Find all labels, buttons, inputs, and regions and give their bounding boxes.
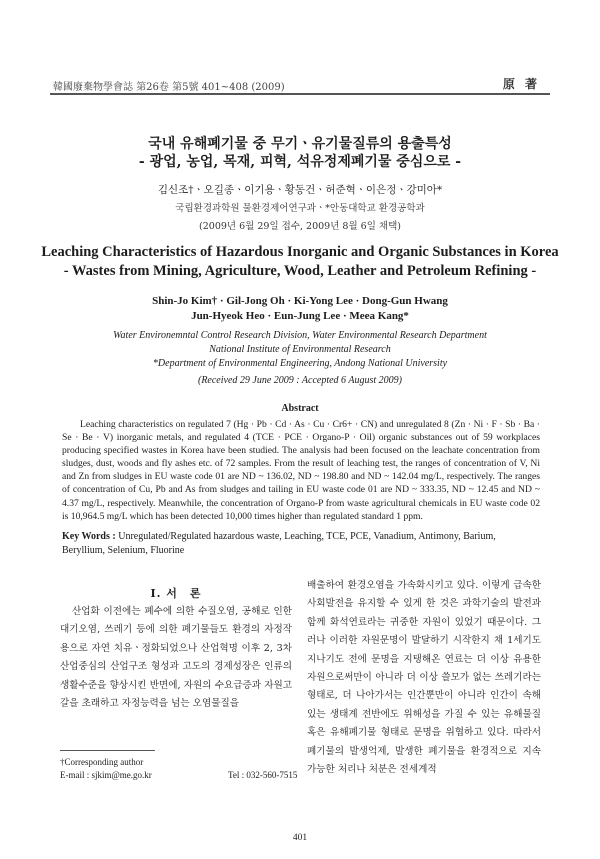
header-rule — [50, 93, 550, 95]
keywords — [62, 530, 540, 557]
english-affiliation-line2: National Institute of Environmental Research — [209, 344, 391, 355]
english-title: Leaching Characteristics of Hazardous Inorganic and Organic Substances in Korea — [41, 244, 559, 260]
section-label: 原 著 — [502, 77, 540, 91]
introduction-right-column: 배출하여 환경오염을 가속화시키고 있다. 이렇게 급속한 사회발전을 유지할 수 있게 한 것은 과학기술의 발전과 함께 화석연료라는 귀중한 자원이 있었기 때문이다. 그러나 이러한 자원문명이 발달하기 시작한지 채 1세기도 지나기도 전에 문명을 지탱해온 연료는 더 이상 유용한 자원으로써만이 아니라 더 이상 쓸모가 없는 쓰레기라는 형태로, 더 나아가서는 인간뿐만이 아니라 인간이 속해있는 생태계 전반에도 위해성을 가질 수 있는 유해물질 혹은 유해폐기물 형태로 문명을 위협하고 있다. 따라서 폐기물의 발생억제, 발생한 폐기물을 환경적으로 지속 가능한 처리나 처분은 전세계적 — [307, 580, 541, 776]
abstract-body: Leaching characteristics on regulated 7 (Hg · Pb · Cd · As · Cu · Cr6+ · CN) and unregulated 8 (Zn · Ni · F · Sb · Ba · Se · Be · V) inorganic metals, and regulated 4 (TCE · PCE · Organo-P · Oil) organic substances out of 59 workplaces producing specified wastes in Korea have been studied. The analysis had been focused on the leachate concentration from sludges, dust, woods and fly ashes etc. of 72 samples. From the result of leaching test, the ranges of concentration of V, Ni and Zn from sludges in EU waste code 01 are ND ~ 136.02, ND ~ 198.80 and ND ~ 142.04 mg/L, respectively. The ranges of concentration of Cu, Pb and As from sludges and tailing in EU waste code 01 are ND ~ 333.35, ND ~ 12.45 and ND ~ 4.37 mg/L, respectively. Meanwhile, the concentration of Organo-P from waste agricultural chemicals in EU waste code 02 is 10,964.5 mg/L which has been detected 10,000 times higher than regulated standard 1 ppm. — [62, 419, 540, 522]
korean-subtitle: - 광업, 농업, 목재, 피혁, 석유정제폐기물 중심으로 - — [138, 154, 462, 170]
korean-authors: 김신조†ㆍ오길종ㆍ이기용ㆍ황동건ㆍ허준혁ㆍ이은정ㆍ강미아* — [157, 184, 443, 196]
korean-affiliation: 국립환경과학원 물환경제어연구과ㆍ*안동대학교 환경공학과 — [175, 203, 425, 214]
footnote-corresponding: †Corresponding author — [60, 757, 144, 767]
journal-citation: 韓國廢棄物學會誌 第26卷 第5號 401~408 (2009) — [53, 82, 285, 93]
english-affiliation-line1: Water Environemntal Control Research Division, Water Environmental Research Department — [113, 330, 487, 341]
abstract-heading: Abstract — [281, 403, 319, 414]
english-authors-line1: Shin-Jo Kim† · Gil-Jong Oh · Ki-Yong Lee · Dong-Gun Hwang — [152, 295, 448, 307]
introduction-left-column: 산업화 이전에는 폐수에 의한 수질오염, 공해로 인한 대기오염, 쓰레기 등에 의한 폐기물들도 환경의 자정작용으로 자연 치유ㆍ정화되었으나 산업혁명 이후 2, 3차 산업중심의 산업구조 형성과 고도의 경제성장은 인류의 생활수준을 향상시킨 반면에, 자원의 수요급증과 자원고갈을 초래하고 자정능력을 넘는 오염물질을 — [60, 606, 292, 710]
page-number: 401 — [292, 833, 308, 843]
english-authors-line2: Jun-Hyeok Heo · Eun-Jung Lee · Meea Kang* — [191, 310, 409, 322]
korean-title: 국내 유해폐기물 중 무기ㆍ유기물질류의 용출특성 — [148, 136, 452, 152]
footnote-email: E-mail : sjkim@me.go.kr — [60, 770, 152, 780]
footnote-rule — [60, 750, 155, 751]
received-dates: (Received 29 June 2009 : Accepted 6 August 2009) — [197, 375, 402, 386]
english-subtitle: - Wastes from Mining, Agriculture, Wood, Leather and Petroleum Refining - — [63, 263, 537, 279]
keywords-list: Unregulated/Regulated hazardous waste, Leaching, TCE, PCE, Vanadium, Antimony, Barium, Beryllium, Selenium, Fluorine — [62, 531, 496, 556]
section-heading-introduction: I. 서 론 — [150, 587, 202, 600]
footnote-telephone: Tel : 032-560-7515 — [228, 770, 298, 780]
english-affiliation-line3: *Department of Environmental Engineering, Andong National University — [152, 358, 448, 369]
keywords-label: Key Words : — [62, 531, 116, 542]
korean-dates: (2009년 6월 29일 접수, 2009년 8월 6일 채택) — [199, 221, 401, 232]
